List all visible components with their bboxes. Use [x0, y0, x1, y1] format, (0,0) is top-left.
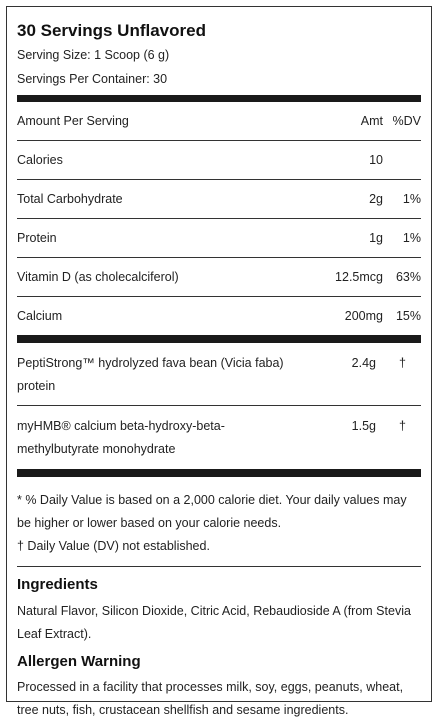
nutrient-name: Vitamin D (as cholecalciferol)	[17, 270, 179, 284]
nutrient-dv: 1%	[402, 231, 421, 245]
footnote-dagger: † Daily Value (DV) not established.	[17, 539, 210, 553]
label-title: 30 Servings Unflavored	[17, 21, 206, 40]
nutrient-row-calories	[17, 141, 421, 180]
footnote-daily-value: * % Daily Value is based on a 2,000 calorie diet. Your daily values may be higher or lower based on your calorie needs.	[17, 493, 407, 530]
ingredient-amount: 1.5g	[351, 419, 376, 433]
serving-size: Serving Size: 1 Scoop (6 g)	[17, 48, 170, 62]
nutrient-row-vitamin-d	[17, 258, 421, 297]
header-row	[17, 102, 421, 141]
nutrient-dv: 1%	[402, 192, 421, 206]
footnotes	[17, 489, 421, 558]
nutrient-amount: 2g	[369, 192, 383, 206]
header-dv: %DV	[392, 114, 421, 128]
nutrient-row-protein	[17, 219, 421, 258]
nutrient-amount: 200mg	[344, 309, 383, 323]
dagger-mark: †	[399, 356, 406, 370]
allergen-heading: Allergen Warning	[17, 653, 141, 670]
divider-thick	[17, 95, 421, 102]
ingredient-row-myhmb	[17, 406, 421, 469]
ingredient-row-peptistrong	[17, 343, 421, 406]
nutrient-name: Calcium	[17, 309, 63, 323]
header-amt: Amt	[360, 114, 383, 128]
nutrient-dv: 15%	[395, 309, 421, 323]
ingredient-amount: 2.4g	[351, 356, 376, 370]
nutrient-row-calcium	[17, 297, 421, 335]
ingredients-section	[17, 566, 421, 722]
nutrient-row-total-carbohydrate	[17, 180, 421, 219]
ingredient-name: PeptiStrong™ hydrolyzed fava bean (Vicia faba) protein	[17, 356, 284, 393]
header-amount-per-serving: Amount Per Serving	[17, 114, 129, 128]
nutrient-name: Total Carbohydrate	[17, 192, 123, 206]
allergen-text: Processed in a facility that processes milk, soy, eggs, peanuts, wheat, tree nuts, fish, crustacean shellfish and sesame ingredients.	[17, 680, 404, 717]
ingredient-name: myHMB® calcium beta-hydroxy-beta-methylbutyrate monohydrate	[17, 419, 225, 456]
divider-thick	[17, 335, 421, 343]
nutrient-amount: 10	[369, 153, 383, 167]
ingredients-heading: Ingredients	[17, 576, 98, 593]
nutrient-name: Calories	[17, 153, 63, 167]
nutrient-amount: 1g	[369, 231, 383, 245]
supplement-facts-panel	[6, 6, 432, 717]
servings-per-container: Servings Per Container: 30	[17, 72, 168, 86]
nutrient-dv: 63%	[395, 270, 421, 284]
dagger-mark: †	[399, 419, 406, 433]
nutrient-amount: 12.5mcg	[335, 270, 383, 284]
divider-thick	[17, 469, 421, 477]
ingredients-text: Natural Flavor, Silicon Dioxide, Citric Acid, Rebaudioside A (from Stevia Leaf Extract).	[17, 604, 411, 641]
nutrient-name: Protein	[17, 231, 57, 245]
